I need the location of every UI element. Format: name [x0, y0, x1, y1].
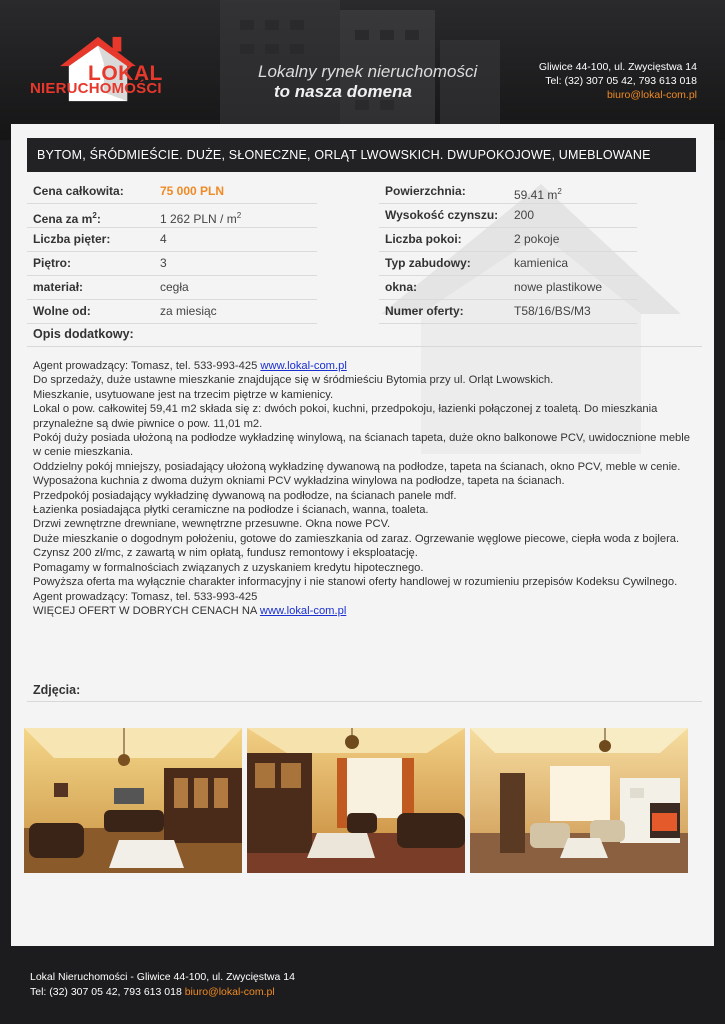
email-link[interactable]: biuro@lokal-com.pl	[606, 89, 697, 101]
description-line: Do sprzedaży, duże ustawne mieszkanie znajdujące się w śródmieściu Bytomia przy ul. Orląt Lwowskich.	[33, 374, 554, 387]
window	[265, 44, 279, 54]
offer-title: BYTOM, ŚRÓDMIEŚCIE. DUŻE, SŁONECZNE, ORLĄT LWOWSKICH. DWUPOKOJOWE, UMEBLOWANE	[27, 138, 696, 172]
tagline-secondary: to nasza domena	[274, 82, 412, 101]
detail-label: Liczba pięter:	[33, 232, 111, 246]
detail-label: Numer oferty:	[385, 304, 464, 318]
description-line: WIĘCEJ OFERT W DOBRYCH CENACH NA www.lokal-com.pl	[33, 604, 347, 617]
divider	[27, 701, 702, 702]
detail-label: Cena całkowita:	[33, 184, 124, 198]
description-line: Agent prowadzący: Tomasz, tel. 533-993-425 www.lokal-com.pl	[33, 360, 347, 372]
description-line: Powyższa oferta ma wyłącznie charakter informacyjny i nie stanowi oferty handlowej w rozumieniu przepisów Kodeksu Cywilnego.	[33, 576, 678, 589]
photo-gallery	[24, 728, 702, 873]
detail-value: za miesiąc	[160, 304, 217, 318]
header	[0, 0, 725, 140]
offer-sheet	[11, 124, 714, 946]
detail-row	[27, 300, 317, 324]
phone: Tel: (32) 307 05 42, 793 613 018	[545, 75, 697, 87]
detail-row	[27, 204, 317, 228]
description-line: Czynsz 200 zł/mc, z zawartą w nim opłatą, fundusz remontowy i eksploatację.	[33, 547, 418, 560]
window	[380, 30, 394, 40]
detail-row	[27, 252, 317, 276]
detail-value: 3	[160, 256, 167, 270]
logo-subtitle: NIERUCHOMOŚCI	[30, 80, 162, 97]
detail-row	[379, 300, 637, 324]
detail-value: cegła	[160, 280, 189, 294]
detail-value: T58/16/BS/M3	[514, 304, 591, 318]
description-line: Lokal o pow. całkowitej 59,41 m2 składa się z: dwóch pokoi, kuchni, przedpokoju, łazienki połączonej z toaletą. Do mieszkania przynależne są dwie piwnice o pow. 11,01 m2.	[33, 403, 658, 430]
detail-label: Powierzchnia:	[385, 184, 466, 198]
detail-label: Piętro:	[33, 256, 72, 270]
description-line: Mieszkanie, usytuowane jest na trzecim piętrze w kamienicy.	[33, 388, 334, 401]
detail-label: okna:	[385, 280, 418, 294]
photo-living-room-3[interactable]	[470, 728, 688, 873]
detail-row	[27, 228, 317, 252]
photo-living-room-2[interactable]	[247, 728, 465, 873]
details-left	[27, 180, 317, 324]
detail-label: Typ zabudowy:	[385, 256, 471, 270]
logo-wordmark: LOKAL	[88, 62, 163, 85]
detail-row	[27, 180, 317, 204]
website-link[interactable]: www.lokal-com.pl	[259, 604, 347, 617]
detail-label: Wolne od:	[33, 304, 91, 318]
window	[240, 44, 254, 54]
detail-label: Wysokość czynszu:	[385, 208, 499, 222]
footer-email-link[interactable]: biuro@lokal-com.pl	[184, 986, 275, 998]
detail-value: kamienica	[514, 256, 569, 270]
description-heading: Opis dodatkowy:	[33, 327, 134, 341]
website-link[interactable]: www.lokal-com.pl	[260, 360, 347, 372]
description-line: Oddzielny pokój mniejszy, posiadający ułożoną wykładzinę dywanową na podłodze, tapeta na ścianach, okno PCV, meble w cenie.	[33, 460, 681, 473]
detail-value: 200	[514, 208, 535, 222]
detail-label: materiał:	[33, 280, 84, 294]
divider	[27, 346, 702, 347]
footer-phone: Tel: (32) 307 05 42, 793 613 018	[30, 986, 185, 998]
detail-value: 59.41 $m^2$	[514, 187, 562, 202]
detail-value: 4	[160, 232, 167, 246]
address: Gliwice 44-100, ul. Zwycięstwa 14	[538, 61, 697, 73]
detail-label: Cena za $m^2$:	[33, 211, 101, 226]
photo-living-room-1[interactable]	[24, 728, 242, 873]
footer	[30, 970, 295, 1000]
detail-row	[379, 276, 637, 300]
detail-value: 1 262 PLN / $m^2$	[160, 211, 242, 226]
footer-contact	[30, 985, 295, 1000]
description-body	[33, 359, 693, 618]
details-right	[379, 180, 637, 324]
description-line: Drzwi zewnętrzne drewniane, wewnętrzne przesuwne. Okna nowe PCV.	[33, 518, 391, 531]
header-contact	[539, 60, 697, 102]
price-value: 75 000 PLN	[160, 184, 225, 198]
description-line: Pomagamy w formalnościach związanych z uzyskaniem kredytu hipotecznego.	[33, 561, 424, 574]
description-line: Agent prowadzący: Tomasz, tel. 533-993-425	[33, 590, 258, 603]
detail-row	[379, 180, 637, 204]
description-line: Łazienka posiadająca płytki ceramiczne na podłodze i ścianach, wanna, toaleta.	[33, 504, 429, 517]
description-line: Przedpokój posiadający wykładzinę dywanową na podłodze, na ścianach panele mdf.	[33, 489, 457, 502]
detail-value: 2 pokoje	[514, 232, 560, 246]
detail-row	[379, 204, 637, 228]
detail-row	[379, 252, 637, 276]
window	[240, 20, 254, 30]
photos-heading: Zdjęcia:	[33, 683, 81, 697]
footer-address: Lokal Nieruchomości - Gliwice 44-100, ul. Zwycięstwa 14	[30, 971, 295, 983]
description-line: Pokój duży posiada ułożoną na podłodze wykładzinę winylową, na ścianach tapeta, duże okno balkonowe PCV, uwidocznione meble w cenie mieszkania.	[33, 432, 690, 459]
description-line: Duże mieszkanie o dogodnym położeniu, gotowe do zamieszkania od zaraz. Ogrzewanie węglowe piecowe, ciepła woda z bojlera.	[33, 532, 680, 545]
window	[265, 20, 279, 30]
window	[405, 30, 419, 40]
detail-value: nowe plastikowe	[514, 280, 603, 294]
window	[290, 20, 304, 30]
detail-label: Liczba pokoi:	[385, 232, 462, 246]
tagline: Lokalny rynek nieruchomości	[258, 62, 478, 81]
description-line: Wyposażona kuchnia z dwoma dużym okniami PCV wykładzina winylowa na podłodze, tapeta na ścianach.	[33, 475, 565, 488]
detail-row	[379, 228, 637, 252]
window	[290, 44, 304, 54]
window	[355, 30, 369, 40]
detail-row	[27, 276, 317, 300]
